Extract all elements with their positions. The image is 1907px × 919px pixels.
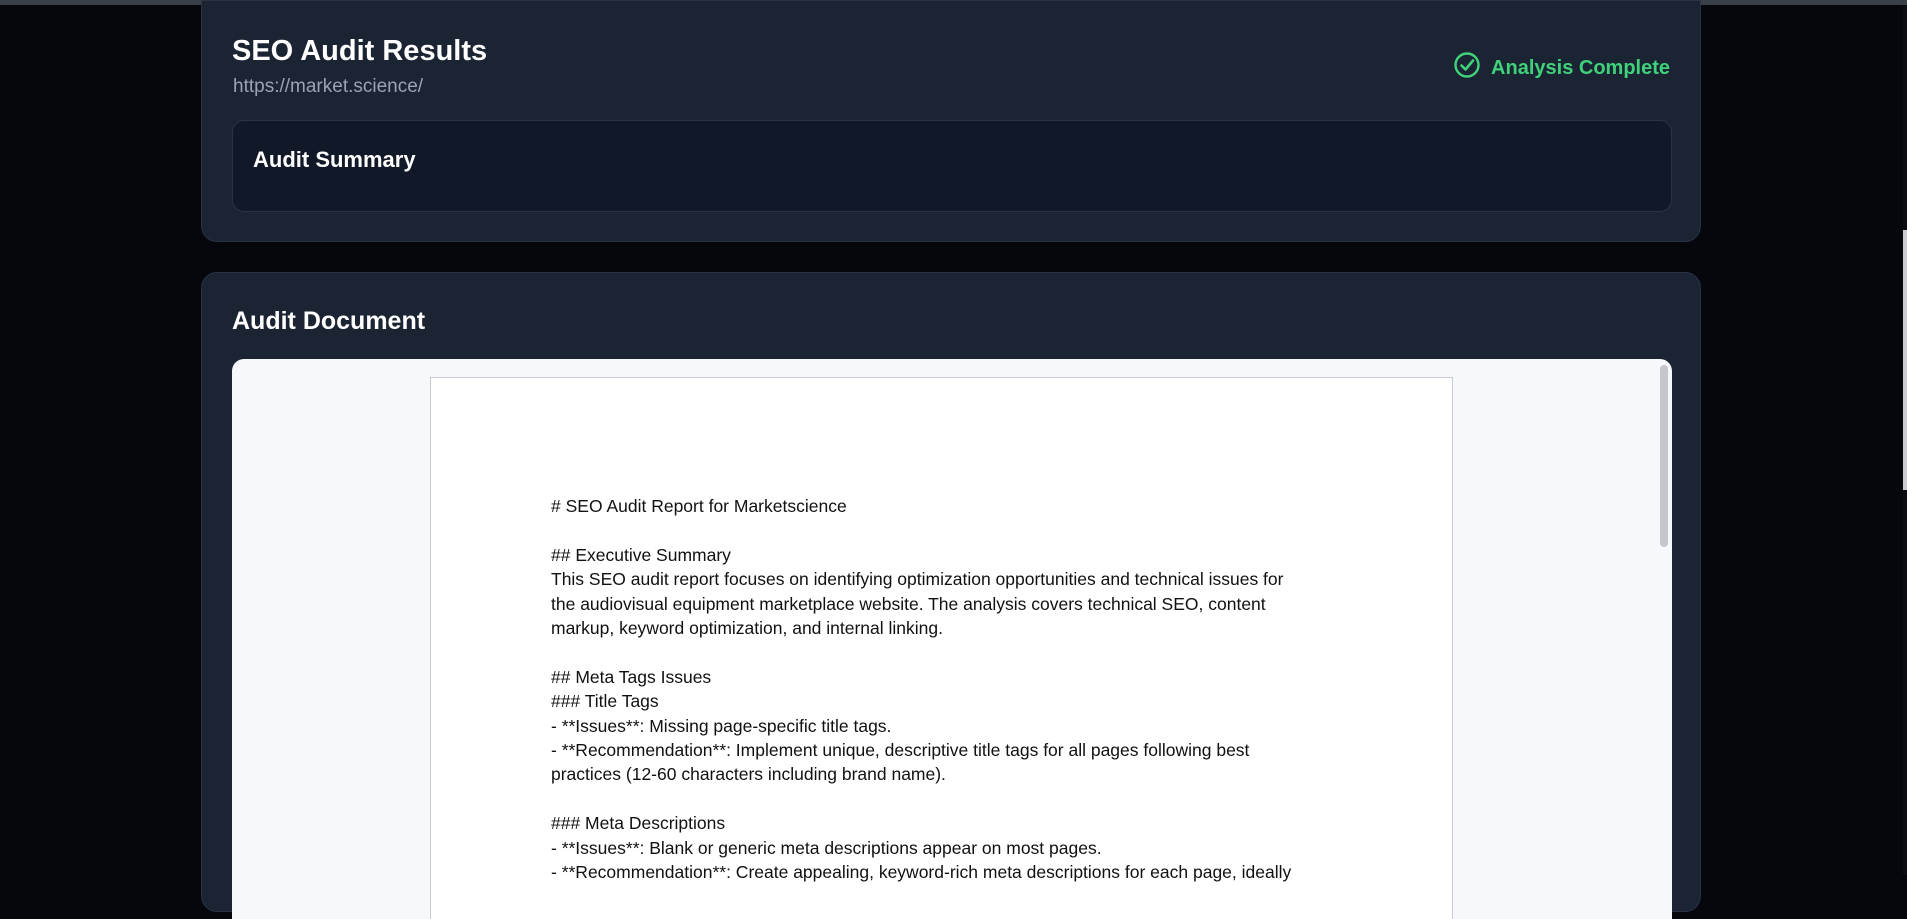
document-line: - **Recommendation**: Create appealing, keyword-rich meta descriptions for each page, ideally bbox=[551, 862, 1292, 883]
audit-summary-panel bbox=[232, 120, 1672, 212]
audited-url[interactable]: https://market.science/ bbox=[233, 76, 424, 97]
document-line: ## Executive Summary bbox=[551, 544, 731, 565]
blank-line bbox=[551, 518, 1341, 542]
document-line: This SEO audit report focuses on identifying optimization opportunities and technical issues for bbox=[551, 569, 1284, 590]
page-scrollbar-thumb[interactable] bbox=[1903, 230, 1907, 490]
blank-line bbox=[551, 640, 1341, 664]
page-scrollbar[interactable] bbox=[1903, 5, 1907, 875]
document-page bbox=[430, 377, 1453, 919]
status-label: Analysis Complete bbox=[1491, 56, 1670, 79]
audit-document-title: Audit Document bbox=[232, 307, 426, 335]
audit-summary-title: Audit Summary bbox=[253, 147, 416, 172]
document-line: # SEO Audit Report for Marketscience bbox=[551, 496, 847, 516]
document-viewer[interactable] bbox=[232, 359, 1672, 919]
viewer-scrollbar-thumb[interactable] bbox=[1660, 365, 1668, 547]
audit-results-card bbox=[201, 0, 1701, 242]
document-line: - **Recommendation**: Implement unique, descriptive title tags for all pages following best bbox=[551, 740, 1250, 761]
document-line: practices (12-60 characters including brand name). bbox=[551, 764, 946, 785]
document-line: ## Meta Tags Issues bbox=[551, 666, 712, 687]
page-title: SEO Audit Results bbox=[232, 35, 488, 67]
audit-document-card bbox=[201, 272, 1701, 912]
document-line: - **Issues**: Blank or generic meta descriptions appear on most pages. bbox=[551, 837, 1102, 858]
check-circle-icon bbox=[1453, 51, 1481, 85]
document-line: the audiovisual equipment marketplace website. The analysis covers technical SEO, content bbox=[551, 593, 1266, 614]
viewer-scrollbar[interactable] bbox=[1659, 365, 1669, 905]
document-line: ### Meta Descriptions bbox=[551, 813, 726, 834]
blank-line bbox=[551, 787, 1341, 811]
document-line: markup, keyword optimization, and internal linking. bbox=[551, 618, 943, 639]
document-text bbox=[551, 494, 1341, 884]
document-line: - **Issues**: Missing page-specific title tags. bbox=[551, 715, 892, 736]
document-line: ### Title Tags bbox=[551, 691, 659, 712]
status-badge bbox=[1453, 51, 1670, 85]
